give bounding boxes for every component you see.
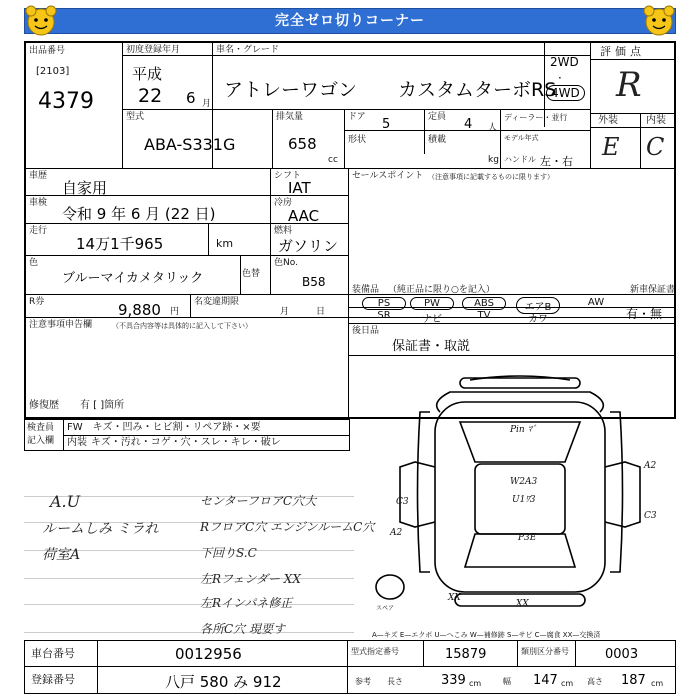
- capacity-label: 定員: [428, 112, 447, 122]
- load-label: 積載: [428, 135, 447, 145]
- notes-note: （不具合内容等は具体的に記入して下さい）: [112, 322, 252, 330]
- reg-number: 八戸 580 み 912: [165, 673, 282, 691]
- car-name: アトレーワゴン: [224, 79, 358, 101]
- inspector-exterior: FW キズ・凹み・ヒビ割・リペア跡・×要: [67, 422, 261, 433]
- recycle-label: R券: [29, 297, 45, 307]
- equip-sr: SR: [377, 310, 391, 321]
- width: 147: [533, 673, 558, 688]
- color-code: B58: [302, 275, 326, 289]
- diagram-label-c3-left: C3: [396, 497, 409, 507]
- note-right-4: 左Rフェンダー XX: [200, 572, 301, 586]
- note-left-2: ルームしみ ミラれ: [42, 521, 159, 537]
- note-right-1: センターフロアC穴大: [200, 494, 317, 508]
- repair-label: 修復歴: [29, 400, 59, 411]
- recycle: 9,880: [118, 301, 161, 319]
- equip-tv: TV: [477, 310, 491, 321]
- equip-pw: PW: [410, 297, 454, 310]
- color-change-label: 色替: [242, 269, 261, 279]
- model: ABA-S331G: [144, 135, 236, 154]
- class-number-label: 類別区分番号: [521, 647, 569, 656]
- type-number-label: 型式指定番号: [351, 647, 399, 656]
- mascot-icon: [24, 4, 58, 38]
- equip-ps: PS: [362, 297, 406, 310]
- handwritten-notes: [24, 470, 375, 640]
- length: 339: [441, 673, 466, 688]
- kg-unit: kg: [488, 155, 499, 165]
- height-label: 高さ: [587, 677, 603, 686]
- fuel-label: 燃料: [274, 226, 293, 236]
- sales-point-label: セールスポイント: [352, 171, 424, 181]
- after-label: 後日品: [352, 326, 380, 336]
- handle: 左・右: [540, 155, 573, 168]
- inspector-interior-prefix: 内装: [67, 437, 87, 448]
- auction-sheet: 出品番号 [2103] 4379 初度登録年月 平成 22 6 月 車名・グレード アトレーワゴン カスタムターボRS 2WD · 4WD 評価点 R 外装 内装 E C 型式 ABA-S331G 排気量 658 cc ドア 5 定員 4 人 形状 積載 kg ディーラー・並行 モデル年式 ハンドル 左・右 車歴 自家用 車検 令和 9 年 6 月 (22 日) シフト IAT 冷房 AAC 走行 14万1千965 km 燃料 ガソリン 色 ブルーマイカメタリック 色替 色No. B58 R券 9,880 円 名変違期限 月 日 注意事項申告欄 （不具合内容等は具体的に記入して下さい） 修復歴 有 [ ]箇所 セールスポイント （注意事項に記載するものに限ります） 装備品 （純正品に限り○を記入） 新車保証書 PS PW ABS エアB AW SR ナビ TV カワ 有・無 後日品 保証書・取説: [24, 41, 676, 419]
- shift-label: シフト: [274, 171, 302, 181]
- warranty-label: 新車保証書: [630, 285, 676, 295]
- era: 平成: [132, 65, 163, 83]
- equip-abs: ABS: [462, 297, 506, 310]
- inspector-label-1: 検査員: [27, 423, 55, 433]
- inspector-interior: キズ・汚れ・コゲ・穴・スレ・キレ・破レ: [91, 437, 281, 448]
- note-right-3: 下回りS.C: [200, 546, 257, 560]
- name-label: 車名・グレード: [216, 45, 280, 55]
- category-label: 車歴: [29, 171, 48, 181]
- diagram-label-u1: U1ﾜ3: [512, 495, 536, 505]
- fuel: ガソリン: [278, 237, 339, 255]
- diagram-label-w2a3: W2A3: [510, 477, 538, 487]
- reg-year: 22: [138, 85, 163, 107]
- ref-label: 参考: [355, 677, 371, 686]
- reg-number-label: 登録番号: [31, 673, 75, 686]
- shift: IAT: [288, 179, 311, 197]
- inspector-box: [24, 419, 350, 451]
- equip-navi: ナビ: [422, 314, 442, 325]
- lot-code: [2103]: [36, 66, 70, 77]
- equipment-label: 装備品: [352, 285, 380, 295]
- note-left-1: A.U: [50, 492, 81, 511]
- color-label: 色: [29, 258, 39, 268]
- diagram-label-a2-right: A2: [644, 461, 657, 471]
- drive-2wd: 2WD: [550, 55, 579, 69]
- diagram-label-a2-left: A2: [390, 528, 403, 538]
- interior-label: 内装: [646, 115, 666, 126]
- month-day: 月 日: [280, 307, 326, 317]
- height: 187: [621, 673, 646, 688]
- name-change-label: 名変違期限: [194, 297, 240, 307]
- grade: カスタムターボRS: [398, 79, 557, 101]
- banner-title: 完全ゼロ切りコーナー: [24, 8, 676, 34]
- type-number: 15879: [445, 647, 487, 662]
- score: R: [616, 65, 642, 105]
- warranty: 有・無: [626, 307, 663, 321]
- chassis-number: 0012956: [175, 645, 242, 663]
- km-unit: km: [216, 237, 234, 250]
- repair: 有 [ ]箇所: [80, 400, 125, 411]
- reg-month: 6: [186, 89, 196, 107]
- cc-unit: cc: [328, 155, 338, 165]
- bottom-table: [24, 640, 676, 694]
- note-right-5: 左Rインパネ修正: [200, 596, 293, 610]
- mascot-icon: [642, 4, 676, 38]
- model-label: 型式: [126, 112, 145, 122]
- dealer-label: ディーラー・並行: [504, 113, 568, 122]
- exterior-grade: E: [602, 133, 620, 161]
- interior-grade: C: [646, 133, 665, 161]
- yen-unit: 円: [170, 307, 180, 317]
- capacity: 4: [464, 117, 473, 132]
- diagram-spare-label: スペア: [376, 605, 395, 612]
- model-year-label: モデル年式: [504, 134, 539, 142]
- equip-leather: カワ: [528, 314, 548, 325]
- equip-aw: AW: [587, 297, 605, 308]
- ac-label: 冷房: [274, 198, 293, 208]
- width-unit: cm: [561, 679, 574, 688]
- exterior-label: 外装: [598, 115, 618, 126]
- month-unit: 月: [202, 99, 212, 109]
- mileage: 14万1千965: [76, 235, 164, 253]
- color: ブルーマイカメタリック: [62, 271, 204, 286]
- diagram-label-c3-right: C3: [644, 511, 657, 521]
- capacity-unit: 人: [488, 123, 498, 133]
- displacement-label: 排気量: [276, 112, 304, 122]
- inspection: 令和 9 年 6 月 (22 日): [62, 205, 216, 223]
- after-items: 保証書・取説: [392, 339, 471, 354]
- height-unit: cm: [651, 679, 664, 688]
- chassis-label: 車台番号: [31, 647, 75, 660]
- inspector-label-2: 記入欄: [27, 436, 55, 446]
- equip-airbag: エアB: [516, 297, 560, 314]
- mileage-label: 走行: [29, 226, 48, 236]
- width-label: 幅: [503, 677, 511, 686]
- sales-point-note: （注意事項に記載するものに限ります）: [428, 173, 554, 181]
- note-left-3: 荷室A: [42, 547, 81, 563]
- diagram-label-xx-right: XX: [516, 599, 529, 609]
- length-unit: cm: [469, 679, 482, 688]
- notes-label: 注意事項申告欄: [29, 320, 93, 330]
- note-right-6: 各所C穴 現要す: [200, 622, 285, 636]
- first-reg-label: 初度登録年月: [126, 45, 181, 55]
- lot-label: 出品番号: [29, 46, 66, 56]
- diagram-label-pin: Pin ﾏﾞ: [510, 425, 537, 435]
- note-right-2: RフロアC穴 エンジンルームC穴: [200, 520, 375, 534]
- diagram-label-xx-left: XX: [448, 593, 461, 603]
- shape-label: 形状: [348, 135, 367, 145]
- category: 自家用: [62, 179, 108, 197]
- handle-label: ハンドル: [504, 155, 536, 164]
- length-label: 長さ: [387, 677, 403, 686]
- color-code-label: 色No.: [274, 258, 298, 268]
- vehicle-damage-diagram: [360, 372, 680, 630]
- displacement: 658: [288, 135, 317, 153]
- equipment-note: （純正品に限り○を記入）: [388, 285, 495, 295]
- doors: 5: [382, 117, 391, 132]
- score-label: 評価点: [600, 45, 645, 58]
- lot-number: 4379: [38, 89, 94, 114]
- inspection-label: 車検: [29, 198, 48, 208]
- ac: AAC: [288, 207, 320, 225]
- legend: A—キズ E—エクボ U—へこみ W—補修跡 S—サビ C—腐食 XX—交換済: [372, 631, 601, 639]
- drive-4wd: 4WD: [546, 85, 585, 101]
- doors-label: ドア: [348, 112, 366, 122]
- diagram-label-p3e: P3E: [518, 533, 537, 543]
- class-number: 0003: [605, 647, 639, 662]
